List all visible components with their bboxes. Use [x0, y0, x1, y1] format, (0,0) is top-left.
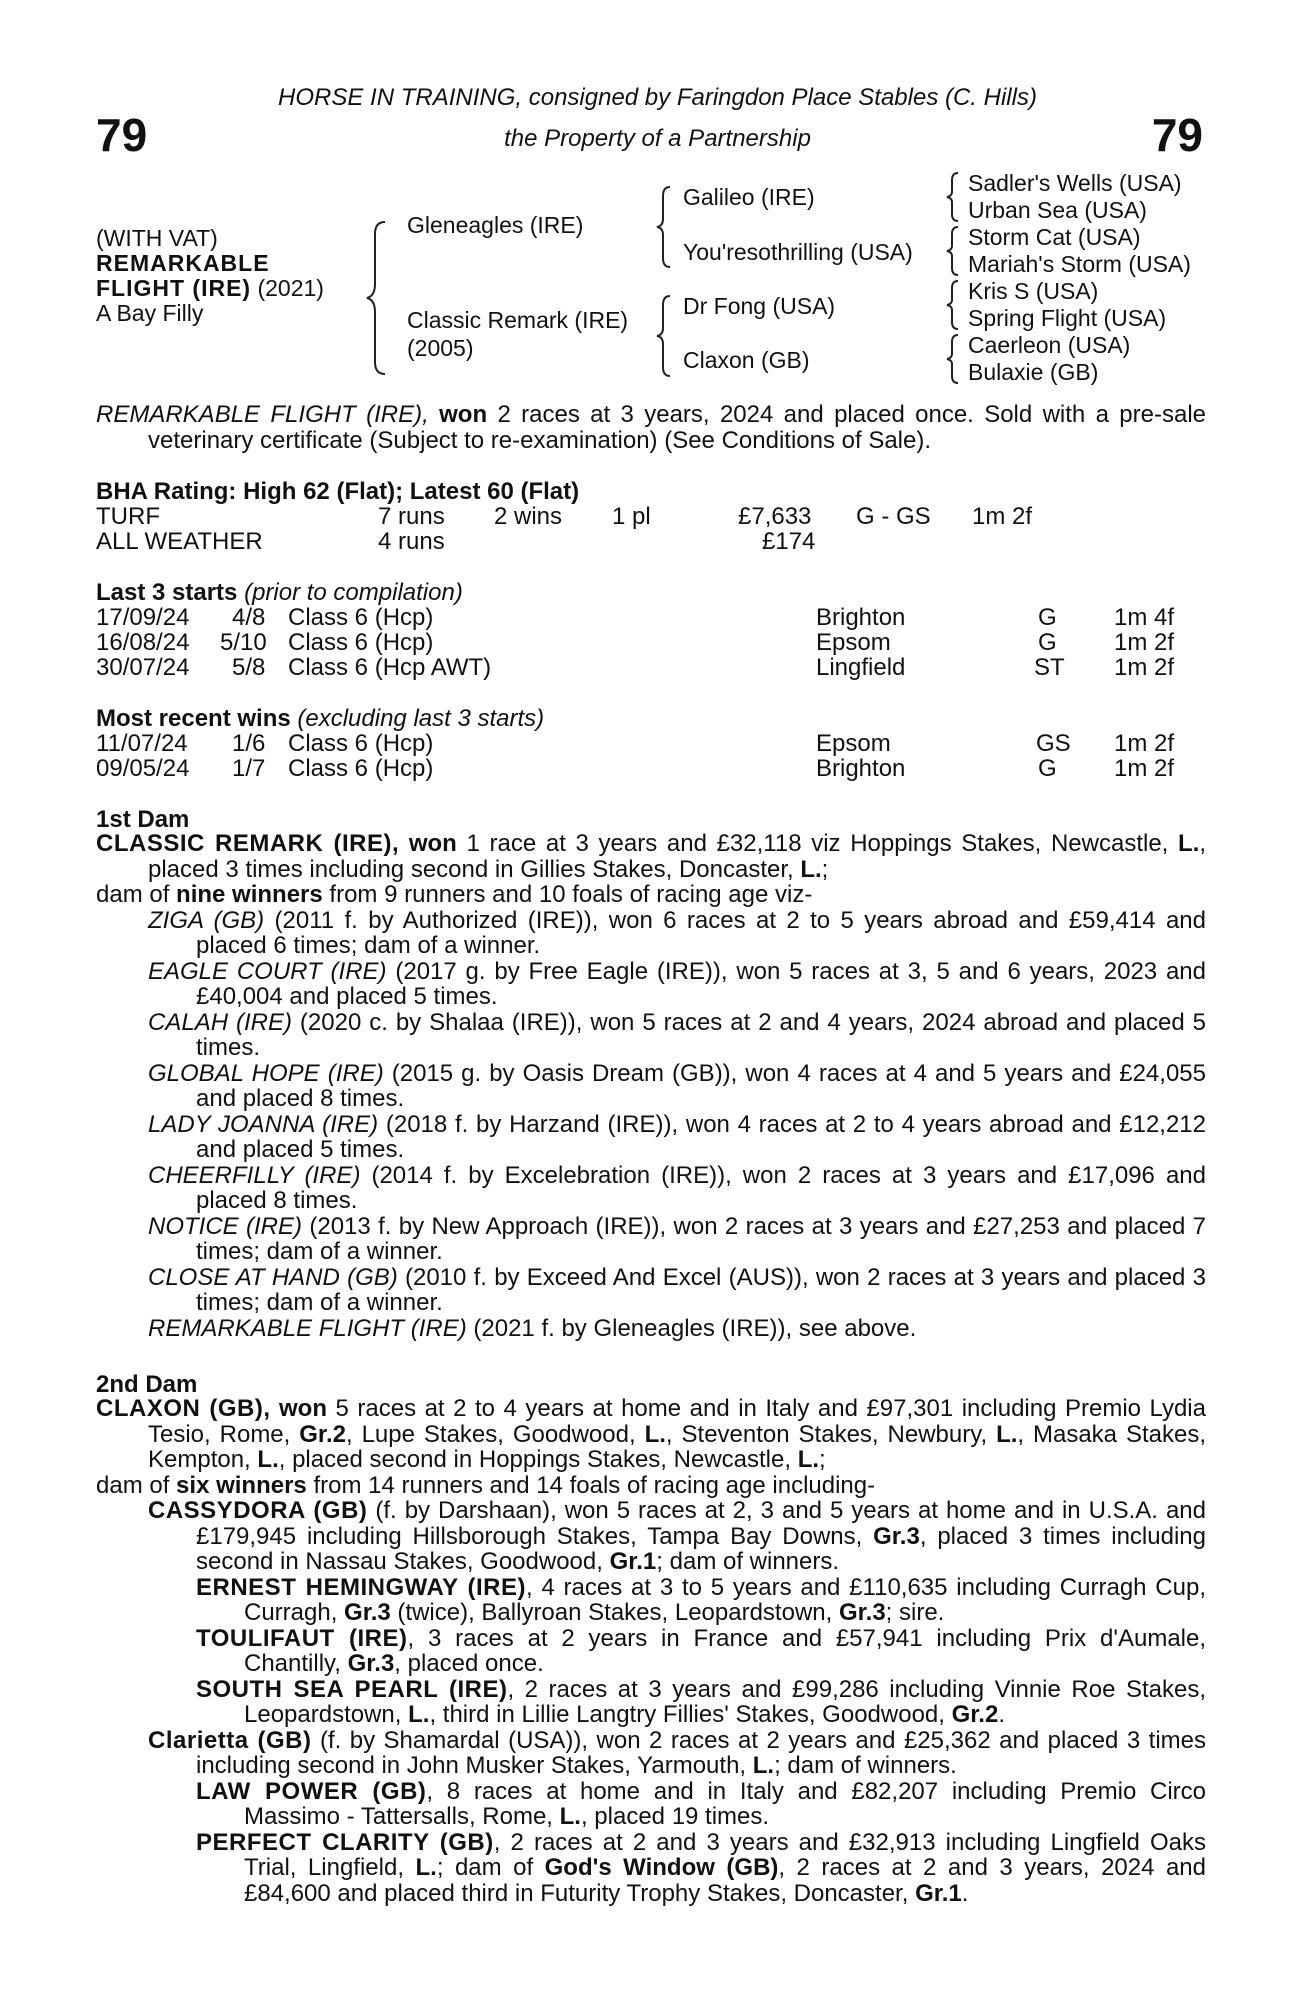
progeny-text: (2021 f. by Gleneagles (IRE)), see above.	[466, 1314, 917, 1342]
dam1-progeny-item	[148, 908, 1206, 959]
rating-runs: 7 runs	[378, 503, 445, 530]
summary-text: 2 races at 3 years, 2024 and placed once. Sold with a pre-sale veterinary certificate (Subject to re-examination) (See Conditions of Sale).	[148, 401, 1207, 454]
race-distance: 1m 2f	[1114, 629, 1175, 656]
listed-mark: L.	[408, 1701, 430, 1728]
dam1-progeny-item	[148, 1316, 1206, 1342]
dss: Kris S (USA)	[968, 278, 1099, 304]
dam2-heading: 2nd Dam	[96, 1371, 198, 1398]
last3-title: Last 3 starts	[96, 579, 238, 606]
progeny-name: ERNEST HEMINGWAY (IRE)	[196, 1573, 526, 1601]
listed-mark: L.	[752, 1752, 775, 1779]
dam1-produce-summary	[96, 882, 1206, 908]
progeny-text: , third in Lillie Langtry Fillies' Stakes, Goodwood,	[429, 1701, 952, 1728]
dam1-progeny-item	[148, 1214, 1206, 1265]
dam2-produce-summary	[96, 1473, 1206, 1499]
brace-main	[365, 218, 395, 378]
dam1-progeny-item	[148, 1112, 1206, 1163]
progeny-text: (2020 c. by Shalaa (IRE)), won 5 races at 2 and 4 years, 2024 abroad and placed 5 times.	[196, 1008, 1207, 1061]
race-position: 5/10	[220, 629, 267, 656]
horse-name-line2: FLIGHT (IRE)	[96, 275, 252, 301]
dam1-heading: 1st Dam	[96, 806, 190, 833]
race-course: Brighton	[816, 604, 906, 631]
rating-placed: 1 pl	[612, 503, 651, 530]
sds: Storm Cat (USA)	[968, 224, 1141, 250]
ssd: Urban Sea (USA)	[968, 197, 1147, 223]
rating-runs: 4 runs	[378, 528, 445, 555]
group-mark: Gr.1	[609, 1548, 657, 1575]
progeny-name: EAGLE COURT (IRE)	[148, 957, 387, 985]
property-line: the Property of a Partnership	[504, 125, 811, 152]
group-mark: Gr.3	[873, 1522, 920, 1550]
sss: Sadler's Wells (USA)	[968, 170, 1182, 196]
last3-subtitle: (prior to compilation)	[237, 579, 463, 606]
group-mark: Gr.3	[838, 1599, 886, 1626]
dam1-record-b: , placed 3 times including second in Gillies Stakes, Doncaster,	[148, 830, 1207, 883]
dam1-name: CLASSIC REMARK (IRE),	[96, 830, 400, 857]
progeny-text: ; sire.	[885, 1599, 945, 1626]
race-going: G	[1038, 604, 1057, 631]
race-class: Class 6 (Hcp)	[288, 604, 434, 631]
listed-mark: L.	[644, 1420, 666, 1448]
lot-number-right: 79	[1151, 109, 1203, 161]
horse-name-line1: REMARKABLE	[96, 250, 270, 276]
brace-dam	[654, 293, 676, 379]
progeny-text: (2013 f. by New Approach (IRE)), won 2 races at 3 years and £27,253 and placed 7 times; dam of a winner.	[196, 1212, 1207, 1265]
dam1-winner-count: nine winners	[176, 881, 323, 908]
dam2-record-text: , Lupe Stakes, Goodwood,	[345, 1420, 645, 1448]
listed-mark: L.	[996, 1420, 1018, 1448]
rating-money: £7,633	[738, 503, 812, 530]
progeny-name: PERFECT CLARITY (GB)	[196, 1828, 494, 1856]
summary-horse-name: REMARKABLE FLIGHT (IRE),	[96, 401, 429, 428]
recent-wins-title: Most recent wins	[96, 705, 291, 732]
dam-line2: (2005)	[407, 335, 474, 361]
progeny-name: CLOSE AT HAND (GB)	[148, 1263, 398, 1291]
dam1-record	[96, 831, 1206, 882]
dds: Caerleon (USA)	[968, 332, 1131, 358]
progeny-text: .	[961, 1879, 969, 1907]
dam1-won: won	[408, 830, 457, 857]
progeny-text: , 3 races at 2 years in France and £57,941 including Prix d'Aumale, Chantilly,	[244, 1624, 1207, 1677]
subject-block	[96, 226, 324, 326]
listed-mark: L.	[257, 1446, 279, 1473]
consignment-line: HORSE IN TRAINING, consigned by Faringdon Place Stables (C. Hills)	[278, 84, 1037, 111]
progeny-text: , 4 races at 3 to 5 years and £110,635 including Curragh Cup, Curragh,	[244, 1573, 1206, 1626]
race-distance: 1m 2f	[1114, 755, 1175, 782]
dam2-produce-text: from 14 runners and 14 foals of racing age including-	[306, 1471, 876, 1499]
progeny-text: (2017 g. by Free Eagle (IRE)), won 5 races at 3, 5 and 6 years, 2023 and £40,004 and placed 5 times.	[196, 957, 1207, 1010]
dsd: Spring Flight (USA)	[968, 305, 1167, 331]
dam1-record-c: ;	[821, 855, 829, 883]
group-mark: Gr.3	[344, 1599, 391, 1626]
progeny-text: .	[998, 1701, 1005, 1728]
last3-heading	[96, 579, 463, 607]
race-position: 5/8	[232, 654, 266, 681]
sdd: Mariah's Storm (USA)	[968, 251, 1191, 277]
progeny-name: REMARKABLE FLIGHT (IRE)	[148, 1314, 467, 1342]
progeny-text: , placed 19 times.	[580, 1803, 770, 1830]
dam2-won: won	[279, 1395, 328, 1422]
race-date: 09/05/24	[96, 755, 190, 782]
progeny-text: , 2 races at 2 and 3 years, 2024 and £84,600 and placed third in Futurity Trophy Stakes, Doncaster,	[244, 1854, 1207, 1907]
dam2-name: CLAXON (GB),	[96, 1395, 271, 1422]
brace-dd	[944, 332, 964, 386]
lot-number-left: 79	[96, 109, 148, 161]
dam2-section	[96, 1396, 1206, 1906]
sire: Gleneagles (IRE)	[407, 212, 584, 238]
brace-sire	[654, 184, 676, 270]
progeny-text: (2014 f. by Excelebration (IRE)), won 2 races at 3 years and £17,096 and placed 8 times.	[196, 1161, 1206, 1214]
progeny-text: (twice), Ballyroan Stakes, Leopardstown,	[390, 1599, 839, 1626]
progeny-name: LADY JOANNA (IRE)	[148, 1110, 379, 1138]
brace-ss	[944, 170, 964, 224]
group-mark: Gr.2	[299, 1420, 346, 1448]
rating-surface: ALL WEATHER	[96, 528, 263, 555]
group-mark: Gr.2	[951, 1701, 999, 1728]
progeny-name: CHEERFILLY (IRE)	[148, 1161, 361, 1189]
progeny-law-power	[196, 1779, 1206, 1830]
dam1-progeny-item	[148, 1061, 1206, 1112]
progeny-name: LAW POWER (GB)	[196, 1777, 427, 1805]
race-distance: 1m 4f	[1114, 604, 1175, 631]
dam-of-label: dam of	[96, 1471, 177, 1499]
progeny-text: , 8 races at home and in Italy and £82,207 including Premio Circo Massimo - Tattersalls, Rome,	[244, 1777, 1207, 1830]
race-position: 4/8	[232, 604, 266, 631]
listed-mark: L.	[1178, 830, 1200, 857]
race-date: 30/07/24	[96, 654, 190, 681]
dam1-progeny-item	[148, 1265, 1206, 1316]
dam1-progeny-item	[148, 1010, 1206, 1061]
rating-surface: TURF	[96, 503, 160, 530]
brace-ds	[944, 278, 964, 332]
rating-title: BHA Rating: High 62 (Flat); Latest 60 (Flat)	[96, 478, 580, 505]
progeny-text: , placed 3 times including second in Nassau Stakes, Goodwood,	[196, 1522, 1206, 1575]
rating-wins: 2 wins	[494, 503, 563, 530]
vat-label: (WITH VAT)	[96, 225, 218, 251]
race-class: Class 6 (Hcp)	[288, 730, 434, 757]
race-class: Class 6 (Hcp)	[288, 629, 434, 656]
sire-dam: You'resothrilling (USA)	[683, 239, 913, 265]
race-position: 1/7	[232, 755, 266, 782]
group-mark: Gr.3	[347, 1650, 395, 1677]
progeny-text: ; dam of winners.	[656, 1548, 840, 1575]
dam2-record-text: , placed second in Hoppings Stakes, Newcastle,	[278, 1446, 798, 1473]
race-going: GS	[1036, 730, 1071, 757]
dam1-record-a: 1 race at 3 years and £32,118 viz Hoppings Stakes, Newcastle,	[456, 830, 1179, 857]
race-course: Epsom	[816, 730, 891, 757]
dam1-progeny-item	[148, 1163, 1206, 1214]
race-distance: 1m 2f	[1114, 730, 1175, 757]
progeny-name: NOTICE (IRE)	[148, 1212, 303, 1240]
rating-distance: 1m 2f	[972, 503, 1033, 530]
race-class: Class 6 (Hcp)	[288, 755, 434, 782]
brace-sd	[944, 224, 964, 278]
sire-sire: Galileo (IRE)	[683, 184, 815, 210]
rating-going: G - GS	[856, 503, 931, 530]
race-date: 17/09/24	[96, 604, 190, 631]
dam-dam: Claxon (GB)	[683, 347, 810, 373]
progeny-ernest-hemingway	[196, 1575, 1206, 1626]
dam2-record	[96, 1396, 1206, 1473]
dam1-produce-text: from 9 runners and 10 foals of racing age viz-	[322, 881, 813, 908]
progeny-text: (2015 g. by Oasis Dream (GB)), won 4 races at 4 and 5 years and £24,055 and placed 8 times.	[196, 1059, 1206, 1112]
progeny-name: CASSYDORA (GB)	[148, 1497, 368, 1524]
race-going: G	[1038, 629, 1057, 656]
progeny-toulifaut	[196, 1626, 1206, 1677]
progeny-text: (2011 f. by Authorized (IRE)), won 6 races at 2 to 5 years abroad and £59,414 and placed 6 times; dam of a winner.	[196, 906, 1206, 959]
summary	[96, 402, 1206, 453]
race-going: G	[1038, 755, 1057, 782]
progeny-south-sea-pearl	[196, 1677, 1206, 1728]
progeny-text: , placed once.	[394, 1650, 544, 1677]
progeny-name: God's Window (GB)	[544, 1854, 779, 1881]
dam-of-label: dam of	[96, 881, 177, 908]
race-distance: 1m 2f	[1114, 654, 1175, 681]
progeny-text: , 2 races at 3 years and £99,286 including Vinnie Roe Stakes, Leopardstown,	[244, 1675, 1207, 1728]
progeny-text: (2018 f. by Harzand (IRE)), won 4 races at 2 to 4 years abroad and £12,212 and placed 5 times.	[196, 1110, 1207, 1163]
race-date: 16/08/24	[96, 629, 190, 656]
progeny-name: SOUTH SEA PEARL (IRE)	[196, 1675, 508, 1703]
dam1-progeny-list	[96, 908, 1206, 1342]
rating-money: £174	[762, 528, 816, 555]
dam-sire: Dr Fong (USA)	[683, 293, 836, 319]
listed-mark: L.	[797, 1446, 820, 1473]
group-mark: Gr.1	[915, 1879, 962, 1907]
progeny-text: (2010 f. by Exceed And Excel (AUS)), won 2 races at 3 years and placed 3 times; dam of a winner.	[196, 1263, 1206, 1316]
listed-mark: L.	[559, 1803, 581, 1830]
dam2-record-text: , Masaka Stakes, Kempton,	[148, 1420, 1207, 1473]
progeny-name: Clarietta (GB)	[148, 1726, 312, 1754]
progeny-text: ; dam of winners.	[774, 1752, 957, 1779]
recent-wins-subtitle: (excluding last 3 starts)	[290, 705, 545, 732]
race-position: 1/6	[232, 730, 266, 757]
listed-mark: L.	[800, 855, 822, 883]
race-date: 11/07/24	[96, 730, 188, 757]
race-course: Lingfield	[816, 654, 906, 681]
listed-mark: L.	[415, 1854, 437, 1881]
progeny-name: TOULIFAUT (IRE)	[196, 1624, 408, 1652]
ddd: Bulaxie (GB)	[968, 359, 1099, 385]
race-class: Class 6 (Hcp AWT)	[288, 654, 492, 681]
progeny-clarietta	[148, 1728, 1206, 1779]
dam2-record-text: ;	[819, 1446, 826, 1473]
progeny-name: GLOBAL HOPE (IRE)	[148, 1059, 384, 1087]
horse-description: A Bay Filly	[96, 300, 204, 326]
progeny-cassydora	[148, 1498, 1206, 1575]
progeny-perfect-clarity	[196, 1830, 1206, 1907]
race-course: Epsom	[816, 629, 891, 656]
dam2-record-text: , Steventon Stakes, Newbury,	[665, 1420, 997, 1448]
progeny-text: (f. by Shamardal (USA)), won 2 races at 2 years and £25,362 and placed 3 times including second in John Musker Stakes, Yarmouth,	[196, 1726, 1207, 1779]
recent-wins-heading	[96, 705, 544, 733]
foaling-year: (2021)	[257, 275, 324, 301]
race-going: ST	[1034, 654, 1065, 681]
progeny-name: ZIGA (GB)	[148, 906, 265, 934]
dam1-progeny-item	[148, 959, 1206, 1010]
progeny-text: (f. by Darshaan), won 5 races at 2, 3 and 5 years at home and in U.S.A. and £179,945 including Hillsborough Stakes, Tampa Bay Downs,	[196, 1497, 1206, 1550]
progeny-name: CALAH (IRE)	[148, 1008, 292, 1036]
progeny-text: ; dam of	[436, 1854, 545, 1881]
dam2-record-text: 5 races at 2 to 4 years at home and in Italy and £97,301 including Premio Lydia Tesio, Rome,	[148, 1395, 1206, 1448]
race-course: Brighton	[816, 755, 906, 782]
summary-won: won	[439, 401, 488, 428]
dam2-winner-count: six winners	[176, 1471, 307, 1499]
dam1-section	[96, 831, 1206, 1341]
dam-line1: Classic Remark (IRE)	[407, 307, 629, 333]
progeny-text: , 2 races at 2 and 3 years and £32,913 including Lingfield Oaks Trial, Lingfield,	[244, 1828, 1207, 1881]
